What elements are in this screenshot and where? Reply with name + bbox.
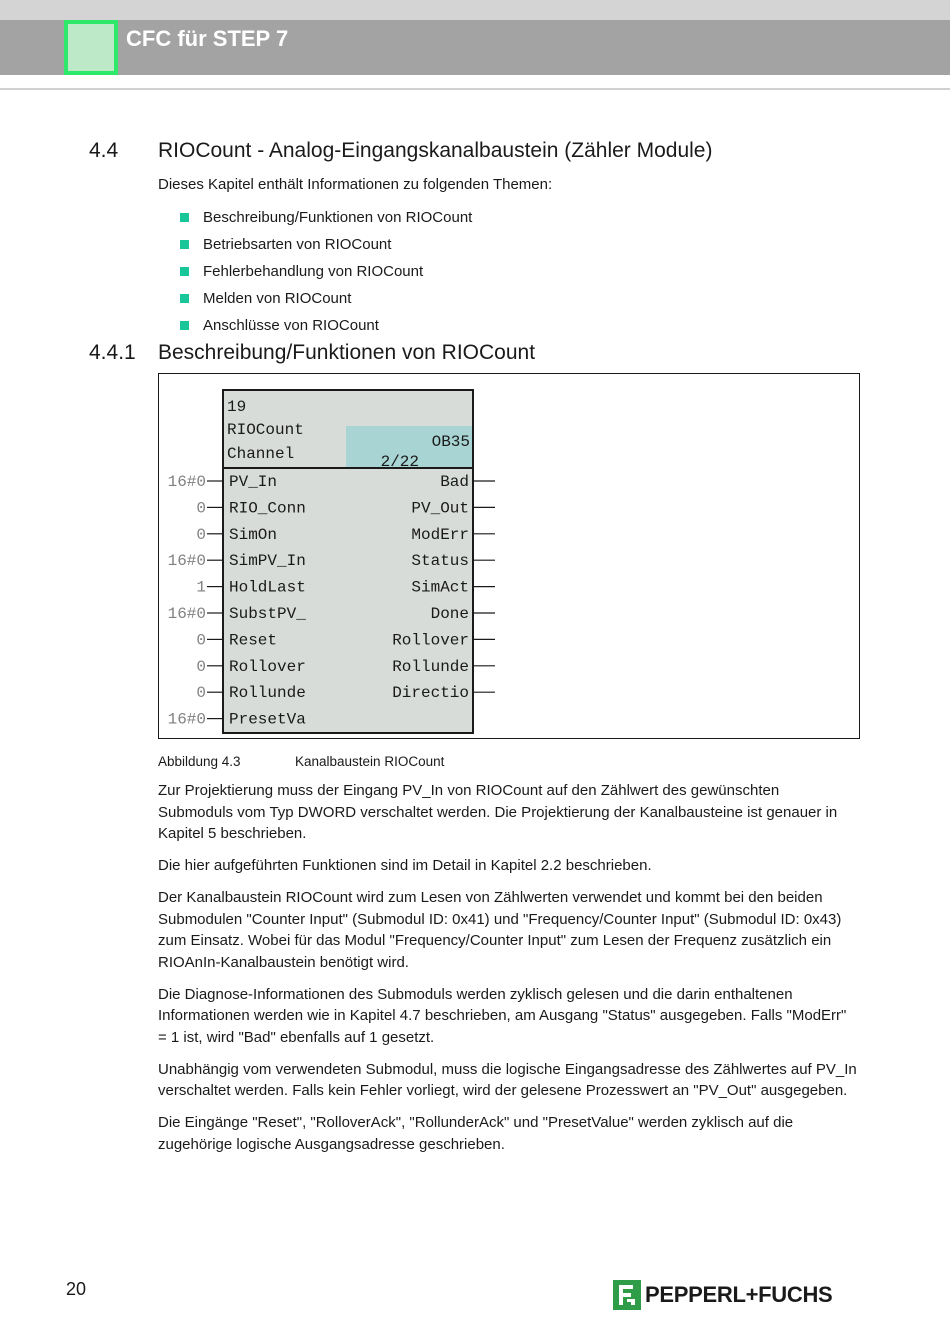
input-value: 1: [196, 578, 206, 597]
input-value: 16#0: [167, 552, 206, 571]
topic-label: Fehlerbehandlung von RIOCount: [203, 263, 424, 280]
input-pin-name: SimOn: [229, 525, 278, 544]
bullet-square-icon: [180, 321, 189, 330]
section-intro: Dieses Kapitel enthält Informationen zu folgenden Themen:: [158, 176, 553, 193]
output-pin-name: PV_Out: [411, 499, 469, 518]
bullet-square-icon: [180, 294, 189, 303]
output-pin-name: ModErr: [411, 525, 469, 544]
block-type: Channel: [227, 445, 295, 463]
header-divider: [0, 88, 950, 90]
chapter-marker: [64, 20, 118, 75]
input-pin-name: SubstPV_: [229, 605, 306, 623]
page-number: 20: [66, 1279, 87, 1299]
bullet-square-icon: [180, 240, 189, 249]
block-number: 19: [227, 398, 247, 416]
block-name: RIOCount: [227, 421, 304, 439]
block-sequence: 2/22: [380, 453, 419, 471]
output-pin-name: Bad: [440, 473, 469, 491]
caption-number: Abbildung 4.3: [158, 754, 241, 769]
output-pin-name: Done: [430, 605, 469, 623]
paragraph: Die Diagnose-Informationen des Submoduls werden zyklisch gelesen und die darin enthaltenen Informationen werden wie in Kapitel 4.7 beschrieben, am Ausgang "Status" ausgegeben. Falls "ModErr" = 1 ist, wird "Bad" ebenfalls auf 1 gesetzt.: [158, 985, 847, 1046]
input-pin-name: RIO_Conn: [229, 499, 306, 518]
section-number: 4.4: [89, 139, 119, 162]
brand-logo: [613, 1280, 832, 1310]
input-pin-name: Reset: [229, 631, 278, 650]
section-title: RIOCount - Analog-Eingangskanalbaustein (Zähler Module): [158, 139, 713, 162]
topic-label: Melden von RIOCount: [203, 290, 352, 307]
input-value: 0: [196, 631, 206, 650]
block-ob: OB35: [431, 433, 470, 451]
paragraph: Zur Projektierung muss der Eingang PV_In von RIOCount auf den Zählwert des gewünschten Submoduls vom Typ DWORD verschaltet werden. Die Projektierung der Kanalbausteine ist genauer in Kapitel 5 beschrieben.: [158, 782, 838, 842]
list-item: [180, 285, 472, 312]
header-title: CFC für STEP 7: [126, 26, 289, 51]
input-pin-name: SimPV_In: [229, 552, 306, 571]
paragraph: Die Eingänge "Reset", "RolloverAck", "RollunderAck" und "PresetValue" werden zyklisch auf die zugehörige logische Ausgangsadresse geschrieben.: [158, 1114, 794, 1153]
topic-label: Betriebsarten von RIOCount: [203, 236, 392, 253]
input-pin-name: Rollunde: [229, 684, 306, 703]
figure-block-diagram: [158, 373, 860, 739]
header-top-strip: [0, 0, 950, 20]
input-value: 0: [196, 499, 206, 518]
output-pin-name: Directio: [392, 684, 469, 703]
topic-label: Anschlüsse von RIOCount: [203, 317, 379, 334]
cfc-block-svg: [159, 374, 859, 738]
input-value: 16#0: [167, 710, 206, 729]
input-pin-name: PresetVa: [229, 710, 306, 729]
subsection-number: 4.4.1: [89, 341, 136, 364]
output-pin-name: Status: [411, 552, 469, 571]
bullet-square-icon: [180, 267, 189, 276]
input-value: 0: [196, 657, 206, 676]
caption-text: Kanalbaustein RIOCount: [295, 754, 445, 769]
brand-name: PEPPERL+FUCHS: [645, 1282, 833, 1307]
body-text: [158, 780, 858, 1166]
subsection-title: Beschreibung/Funktionen von RIOCount: [158, 341, 536, 364]
list-item: [180, 312, 472, 339]
list-item: [180, 231, 472, 258]
brand-mark-icon: [613, 1280, 641, 1310]
input-value: 0: [196, 525, 206, 544]
output-pin-name: Rollunde: [392, 657, 469, 676]
paragraph: Der Kanalbaustein RIOCount wird zum Lesen von Zählwerten verwendet und kommt bei den beiden Submodulen "Counter Input" (Submodul ID: 0x41) und "Frequency/Counter Input" (Submodul ID: 0x43) zum Einsatz. Wobei für das Modul "Frequency/Counter Input" zum Lesen der Frequenz zusätzlich ein RIOAnIn-Kanalbaustein benötigt wird.: [158, 889, 842, 971]
input-pin-name: HoldLast: [229, 578, 306, 597]
input-pin-name: PV_In: [229, 473, 278, 491]
output-pin-name: Rollover: [392, 631, 469, 650]
chapter-marker-inner: [68, 24, 114, 71]
input-pin-name: Rollover: [229, 657, 306, 676]
paragraph: Die hier aufgeführten Funktionen sind im Detail in Kapitel 2.2 beschrieben.: [158, 857, 652, 874]
topic-label: Beschreibung/Funktionen von RIOCount: [203, 209, 473, 226]
input-value: 0: [196, 684, 206, 703]
paragraph: Unabhängig vom verwendeten Submodul, muss die logische Eingangsadresse des Zählwertes auf PV_In verschaltet werden. Falls kein Fehler vorliegt, wird der gelesene Prozesswert an "PV_Out" ausgegeben.: [158, 1060, 857, 1099]
input-value: 16#0: [167, 473, 206, 491]
input-value: 16#0: [167, 605, 206, 623]
list-item: [180, 204, 472, 231]
output-pin-name: SimAct: [411, 578, 469, 597]
list-item: [180, 258, 472, 285]
bullet-square-icon: [180, 213, 189, 222]
topic-list: [180, 204, 472, 339]
